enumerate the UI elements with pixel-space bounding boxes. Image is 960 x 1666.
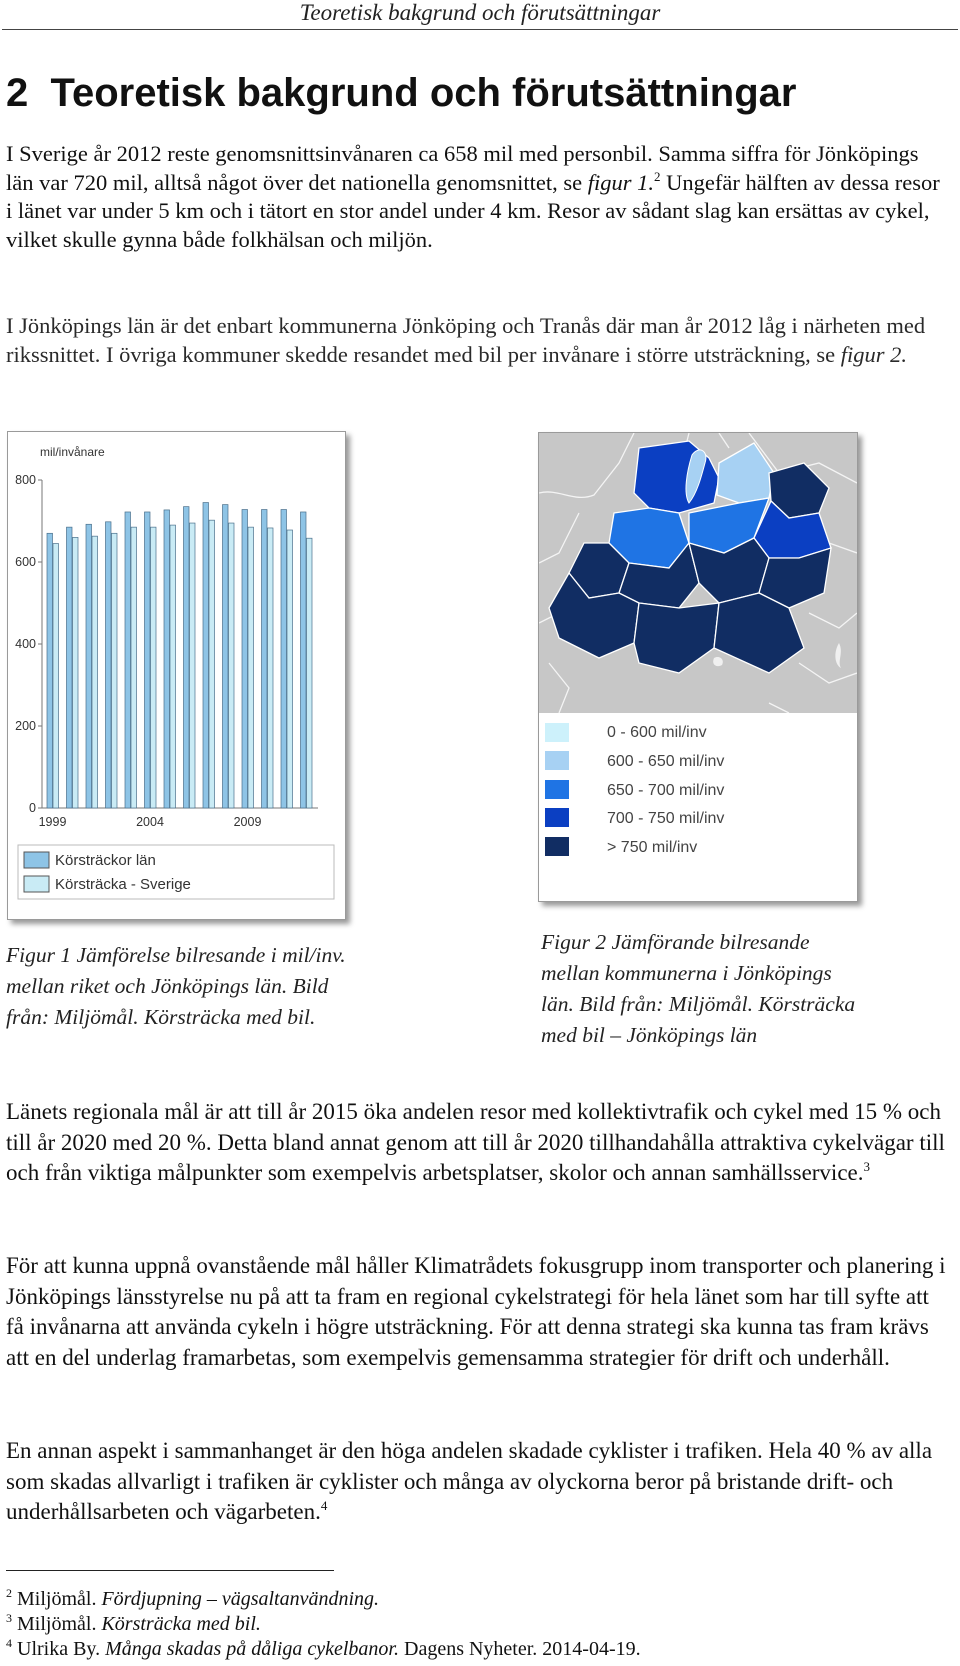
map-legend-bg <box>539 713 857 901</box>
footnote-ref-4: 4 <box>320 1498 328 1513</box>
bar-sverige-2006 <box>190 523 196 808</box>
legend-label-4: > 750 mil/inv <box>607 839 698 856</box>
paragraph-5 <box>6 1436 951 1528</box>
footnote-2-title: Fördjupning – vägsaltanvändning. <box>101 1588 380 1610</box>
bar-lan-2003 <box>125 512 131 808</box>
bars <box>47 503 312 808</box>
footnote-4-source: Ulrika By. <box>17 1638 106 1660</box>
paragraph-1-text-b: Ungefär hälften av dessa resor i länet var under 5 km och i tätort en stor andel under 4 km. Resor av sådant slag kan ersättas av cykel, vilket skulle gynna både folkhälsan och miljön. <box>6 169 940 252</box>
chapter-number: 2 <box>6 71 29 115</box>
running-head: Teoretisk bakgrund och förutsättningar <box>299 0 661 25</box>
legend-swatch-2 <box>545 780 569 799</box>
footnote-4-rest: Dagens Nyheter. 2014-04-19. <box>399 1638 641 1660</box>
legend-label-lan: Körsträckor län <box>55 852 156 869</box>
footnote-ref-3: 3 <box>863 1159 870 1174</box>
y-ticks <box>15 473 42 815</box>
figure-1-reference: figur 1. <box>587 169 654 195</box>
x-tick-label: 1999 <box>38 815 67 829</box>
figure-1-caption: Figur 1 Jämförelse bilresande i mil/inv. mellan riket och Jönköpings län. Bild från: Miljömål. Körsträcka med bil. <box>6 943 346 1029</box>
footnote-3-number: 3 <box>6 1611 12 1625</box>
legend-label-sverige: Körsträcka - Sverige <box>55 876 191 893</box>
figure-2-caption: Figur 2 Jämförande bilresande mellan kommunerna i Jönköpings län. Bild från: Miljömål. Körsträcka med bil – Jönköpings län <box>541 930 856 1047</box>
bar-lan-2009 <box>242 510 248 808</box>
footnote-3-title: Körsträcka med bil. <box>101 1613 261 1635</box>
bar-sverige-2001 <box>92 536 98 808</box>
y-tick-label: 600 <box>15 555 36 569</box>
chapter-title: Teoretisk bakgrund och förutsättningar <box>50 71 797 115</box>
header-rule <box>2 29 958 30</box>
y-tick-label: 200 <box>15 719 36 733</box>
bar-lan-2012 <box>301 512 307 808</box>
bar-sverige-2012 <box>307 538 313 808</box>
y-tick-label: 0 <box>29 801 36 815</box>
footnote-rule <box>6 1570 334 1571</box>
bar-lan-2007 <box>203 503 209 808</box>
bar-lan-2001 <box>86 524 92 808</box>
paragraph-1 <box>6 140 951 254</box>
footnote-ref-2: 2 <box>654 168 661 184</box>
paragraph-3 <box>6 1097 951 1189</box>
figure-2-svg <box>539 433 857 901</box>
figure-1-chart <box>7 431 346 920</box>
y-tick-label: 800 <box>15 473 36 487</box>
bar-sverige-2005 <box>170 525 176 808</box>
footnote-3-source: Miljömål. <box>17 1613 102 1635</box>
bar-lan-2000 <box>67 527 73 808</box>
bar-lan-2011 <box>281 510 287 808</box>
bar-sverige-2003 <box>131 527 137 808</box>
x-tick-label: 2009 <box>233 815 262 829</box>
legend-swatch-3 <box>545 808 569 827</box>
footnote-4-number: 4 <box>6 1636 12 1650</box>
bar-sverige-2009 <box>248 527 254 808</box>
chapter-heading <box>6 70 796 116</box>
bar-lan-2004 <box>145 512 151 808</box>
y-axis-label: mil/invånare <box>40 445 105 459</box>
bar-lan-2005 <box>164 510 170 808</box>
paragraph-5-text: En annan aspekt i sammanhanget är den höga andelen skadade cyklister i trafiken. Hela 40 % av alla som skadas allvarligt i trafiken är cyklister och många av olyckorna beror på bristande drift- och underhållsarbeten och vägarbeten. <box>6 1438 933 1524</box>
bar-sverige-2011 <box>287 530 293 808</box>
bar-sverige-1999 <box>53 544 59 808</box>
bar-sverige-2000 <box>73 537 79 808</box>
footnote-2-source: Miljömål. <box>17 1588 102 1610</box>
x-ticks <box>39 815 262 829</box>
bar-sverige-2002 <box>112 533 118 808</box>
footnote-2-number: 2 <box>6 1586 12 1600</box>
bar-lan-2006 <box>184 507 190 808</box>
paragraph-4: För att kunna uppnå ovanstående mål håller Klimatrådets fokusgrupp inom transporter och planering i Jönköpings länsstyrelse nu på att ta fram en regional cykelstrategi för hela länet som har till syfte att få invånarna att använda cykeln i högre utsträckning. För att denna strategi ska kunna tas fram krävs att en del underlag framarbetas, som exempelvis gemensamma strategier för drift och underhåll. <box>6 1253 946 1370</box>
bar-sverige-2008 <box>229 523 235 808</box>
legend-swatch-sverige <box>24 876 49 892</box>
paragraph-2 <box>6 312 951 369</box>
legend-label-2: 650 - 700 mil/inv <box>607 782 725 799</box>
bar-lan-2002 <box>106 522 112 808</box>
footnote-2 <box>6 1587 379 1611</box>
footnote-4 <box>6 1637 641 1661</box>
legend-label-0: 0 - 600 mil/inv <box>607 724 707 741</box>
bar-lan-2008 <box>223 505 229 808</box>
bar-lan-1999 <box>47 533 53 808</box>
legend-label-3: 700 - 750 mil/inv <box>607 810 725 827</box>
x-tick-label: 2004 <box>136 815 164 829</box>
figure-2-reference: figur 2. <box>840 341 908 367</box>
legend-label-1: 600 - 650 mil/inv <box>607 753 725 770</box>
bar-lan-2010 <box>262 510 268 808</box>
paragraph-1-text-a: I Sverige år 2012 reste genomsnittsinvånaren ca 658 mil med personbil. Samma siffra för Jönköpings län var 720 mil, alltså något över det nationella genomsnittet, se <box>6 141 919 195</box>
bar-sverige-2010 <box>268 528 274 808</box>
footnote-4-title: Många skadas på dåliga cykelbanor. <box>105 1638 399 1660</box>
legend-swatch-1 <box>545 751 569 770</box>
footnote-3 <box>6 1612 261 1636</box>
legend-swatch-lan <box>24 852 49 868</box>
bar-sverige-2007 <box>209 520 215 808</box>
legend-swatch-0 <box>545 723 569 742</box>
figure-2-map <box>538 432 858 902</box>
paragraph-2-text: I Jönköpings län är det enbart kommunerna Jönköping och Tranås där man år 2012 låg i närheten med rikssnittet. I övriga kommuner skedde resandet med bil per invånare i större utsträckning, se <box>6 313 926 367</box>
legend-swatch-4 <box>545 837 569 856</box>
bar-sverige-2004 <box>151 527 157 808</box>
figure-1-svg <box>8 432 345 919</box>
y-tick-label: 400 <box>15 637 36 651</box>
paragraph-3-text: Länets regionala mål är att till år 2015 öka andelen resor med kollektivtrafik och cykel med 15 % och till år 2020 med 20 %. Detta bland annat genom att till år 2020 tillhandahålla attraktiva cykelvägar till och från viktiga målpunkter som exempelvis arbetsplatser, skolor och annan samhällsservice. <box>6 1099 945 1185</box>
